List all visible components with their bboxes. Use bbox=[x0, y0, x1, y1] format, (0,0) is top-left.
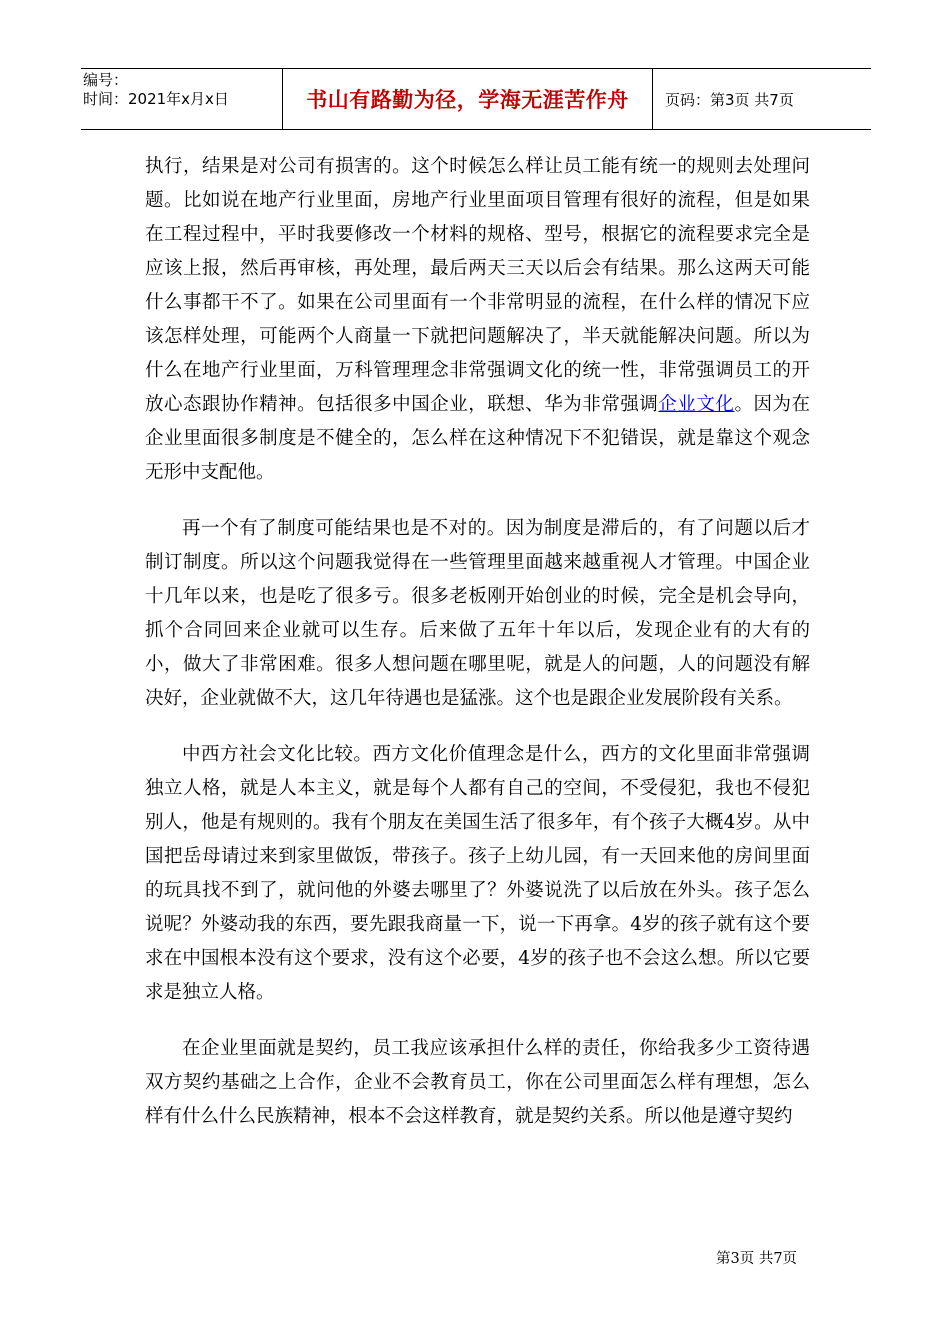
header-meta bbox=[81, 69, 283, 129]
paragraph-1-text-b: 。因为在企业里面很多制度是不健全的，怎么样在这种情况下不犯错误，就是靠这个观念无形中支配他。 bbox=[145, 394, 810, 483]
time-label: 时间：2021年x月x日 bbox=[83, 90, 229, 108]
header-page-info: 页码：第3页 共7页 bbox=[665, 90, 794, 109]
paragraph-4: 在企业里面就是契约，员工我应该承担什么样的责任，你给我多少工资待遇双方契约基础之上合作，企业不会教育员工，你在公司里面怎么样有理想，怎么样有什么什么民族精神，根本不会这样教育，就是契约关系。所以他是遵守契约 bbox=[145, 1038, 810, 1127]
paragraph-1-text-a: 执行，结果是对公司有损害的。这个时候怎么样让员工能有统一的规则去处理问题。比如说在地产行业里面，房地产行业里面项目管理有很好的流程，但是如果在工程过程中，平时我要修改一个材料的规格、型号，根据它的流程要求完全是应该上报，然后再审核，再处理，最后两天三天以后会有结果。那么这两天可能什么事都干不了。如果在公司里面有一个非常明显的流程，在什么样的情况下应该怎样处理，可能两个人商量一下就把问题解决了，半天就能解决问题。所以为什么在地产行业里面，万科管理理念非常强调文化的统一性，非常强调员工的开放心态跟协作精神。包括很多中国企业，联想、华为非常强调 bbox=[145, 156, 810, 415]
page-header bbox=[81, 68, 871, 130]
header-motto: 书山有路勤为径，学海无涯苦作舟 bbox=[283, 69, 653, 129]
enterprise-culture-link[interactable]: 企业文化 bbox=[658, 394, 735, 415]
number-label: 编号： bbox=[83, 71, 129, 89]
paragraph-1 bbox=[145, 150, 810, 490]
paragraph-3: 中西方社会文化比较。西方文化价值理念是什么，西方的文化里面非常强调独立人格，就是人本主义，就是每个人都有自己的空间，不受侵犯，我也不侵犯别人，他是有规则的。我有个朋友在美国生活了很多年，有个孩子大概4岁。从中国把岳母请过来到家里做饭，带孩子。孩子上幼儿园，有一天回来他的房间里面的玩具找不到了，就问他的外婆去哪里了？外婆说洗了以后放在外头。孩子怎么说呢？外婆动我的东西，要先跟我商量一下，说一下再拿。4岁的孩子就有这个要求在中国根本没有这个要求，没有这个必要，4岁的孩子也不会这么想。所以它要求是独立人格。 bbox=[145, 744, 810, 1003]
page-footer: 第3页 共7页 bbox=[716, 1251, 798, 1267]
document-body bbox=[145, 150, 810, 1134]
paragraph-2: 再一个有了制度可能结果也是不对的。因为制度是滞后的，有了问题以后才制订制度。所以这个问题我觉得在一些管理里面越来越重视人才管理。中国企业十几年以来，也是吃了很多亏。很多老板刚开始创业的时候，完全是机会导向，抓个合同回来企业就可以生存。后来做了五年十年以后，发现企业有的大有的小，做大了非常困难。很多人想问题在哪里呢，就是人的问题，人的问题没有解决好，企业就做不大，这几年待遇也是猛涨。这个也是跟企业发展阶段有关系。 bbox=[145, 518, 810, 709]
